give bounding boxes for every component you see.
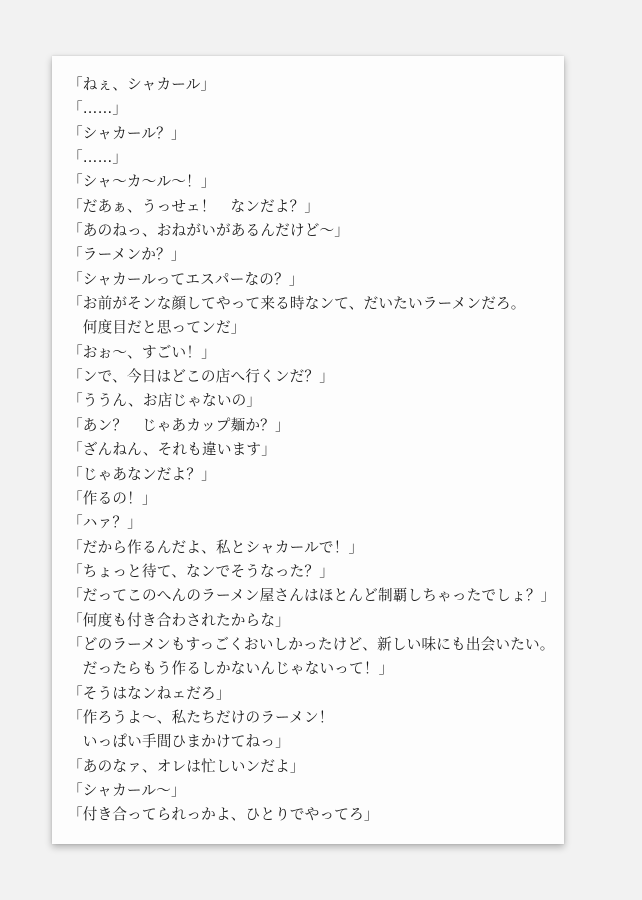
dialogue-line: 「お前がそンな顔してやって来る時なンて、だいたいラーメンだろ。 [68, 295, 526, 313]
dialogue-line: 「作ろうよ〜、私たちだけのラーメン！ [68, 708, 334, 726]
dialogue-line: 「付き合ってられっかよ、ひとりでやってろ」 [68, 806, 379, 824]
dialogue-line: 「シャカール？」 [68, 124, 186, 142]
dialogue-line: 何度目だと思ってンだ」 [68, 319, 246, 337]
dialogue-line: いっぱい手間ひまかけてねっ」 [68, 733, 290, 751]
document-page [52, 56, 564, 844]
dialogue-line: 「あのなァ、オレは忙しいンだよ」 [68, 757, 305, 775]
dialogue-line: 「作るの！」 [68, 489, 157, 507]
dialogue-line: 「だってこのへんのラーメン屋さんはほとんど制覇しちゃったでしょ？」 [68, 587, 556, 605]
dialogue-line: 「シャカール〜」 [68, 781, 186, 799]
dialogue-line: 「だから作るんだよ、私とシャカールで！」 [68, 538, 364, 556]
dialogue-line: 「ねぇ、シャカール」 [68, 76, 216, 93]
dialogue-line: 「そうはなンねェだろ」 [68, 684, 231, 702]
dialogue-line: 「ううん、お店じゃないの」 [68, 392, 262, 410]
dialogue-line: 「シャカールってエスパーなの？」 [68, 270, 304, 288]
dialogue-line: 「あン？ じゃあカップ麺か？」 [68, 416, 290, 434]
dialogue-line: だったらもう作るしかないんじゃないって！」 [68, 660, 394, 678]
dialogue-lines [68, 73, 556, 828]
dialogue-line: 「おぉ〜、すごい！」 [68, 343, 216, 361]
dialogue-line: 「ちょっと待て、なンでそうなった？」 [68, 562, 334, 580]
dialogue-line: 「ハァ？」 [68, 514, 142, 532]
dialogue-line: 「じゃあなンだよ？」 [68, 465, 216, 483]
dialogue-line: 「あのねっ、おねがいがあるんだけど〜」 [68, 222, 350, 240]
dialogue-line: 「ラーメンか？」 [68, 246, 186, 264]
dialogue-line: 「ンで、今日はどこの店へ行くンだ？」 [68, 368, 334, 386]
dialogue-line: 「シャ〜カ〜ル〜！」 [68, 173, 216, 191]
dialogue-line: 「どのラーメンもすっごくおいしかったけど、新しい味にも出会いたい。 [68, 635, 555, 653]
dialogue-line: 「何度も付き合わされたからな」 [68, 611, 290, 629]
dialogue-line: 「ざんねん、それも違います」 [68, 441, 276, 459]
dialogue-line: 「……」 [68, 149, 128, 167]
dialogue-line: 「だあぁ、うっせェ！ なンだよ？」 [68, 197, 320, 215]
dialogue-line: 「……」 [68, 100, 128, 118]
